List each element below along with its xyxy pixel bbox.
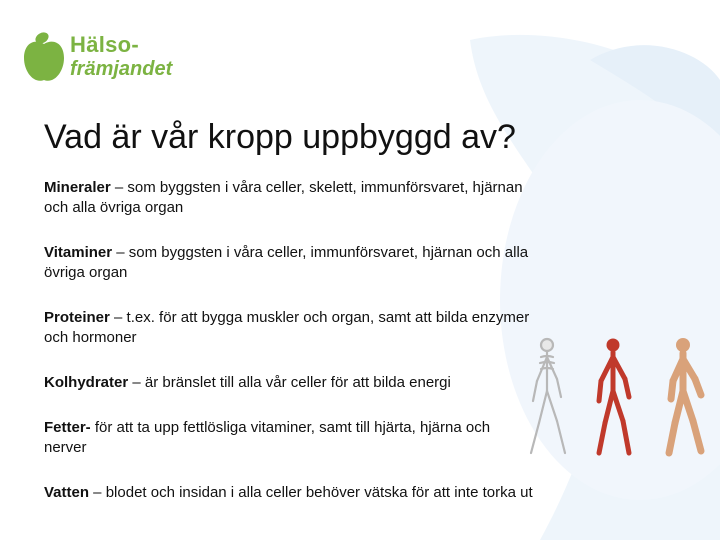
list-item — [44, 418, 534, 458]
body-figure-icon — [669, 338, 701, 453]
item-text: som byggsten i våra celler, immunförsvaret, hjärnan och alla övriga organ — [44, 244, 529, 281]
list-item — [44, 483, 534, 503]
skeleton-figure-icon — [531, 339, 565, 453]
item-term: Mineraler — [44, 179, 111, 196]
item-sep: – — [128, 374, 145, 391]
list-item — [44, 243, 534, 283]
item-term: Vitaminer — [44, 244, 113, 261]
item-text: t.ex. för att bygga muskler och organ, samt att bilda enzymer och hormoner — [44, 309, 530, 346]
halsofranjandet-logo — [22, 28, 182, 92]
list-item — [44, 178, 534, 218]
logo-text-line2: främjandet — [70, 58, 173, 80]
nutrient-list — [44, 178, 534, 503]
list-item — [44, 308, 534, 348]
item-text: för att ta upp fettlösliga vitaminer, samt till hjärta, hjärna och nerver — [44, 419, 491, 456]
item-term: Proteiner — [44, 309, 110, 326]
item-term: Vatten — [44, 484, 90, 501]
list-item — [44, 373, 534, 393]
logo-text-line1: Hälso- — [70, 32, 140, 57]
item-sep: – — [109, 309, 127, 326]
human-body-figures — [515, 335, 720, 460]
item-term: Fetter- — [44, 419, 91, 436]
item-sep: – — [112, 244, 129, 261]
item-text: som byggsten i våra celler, skelett, immunförsvaret, hjärnan och alla övriga organ — [44, 179, 523, 216]
apple-icon — [22, 28, 66, 86]
slide-title: Vad är vår kropp uppbyggd av? — [44, 118, 516, 156]
item-text: blodet och insidan i alla celler behöver vätska för att inte torka ut — [105, 484, 533, 501]
item-term: Kolhydrater — [44, 374, 129, 391]
item-text: är bränslet till alla vår celler för att bilda energi — [144, 374, 451, 391]
item-sep: – — [89, 484, 106, 501]
item-sep: – — [110, 179, 128, 196]
muscle-figure-icon — [599, 339, 629, 454]
